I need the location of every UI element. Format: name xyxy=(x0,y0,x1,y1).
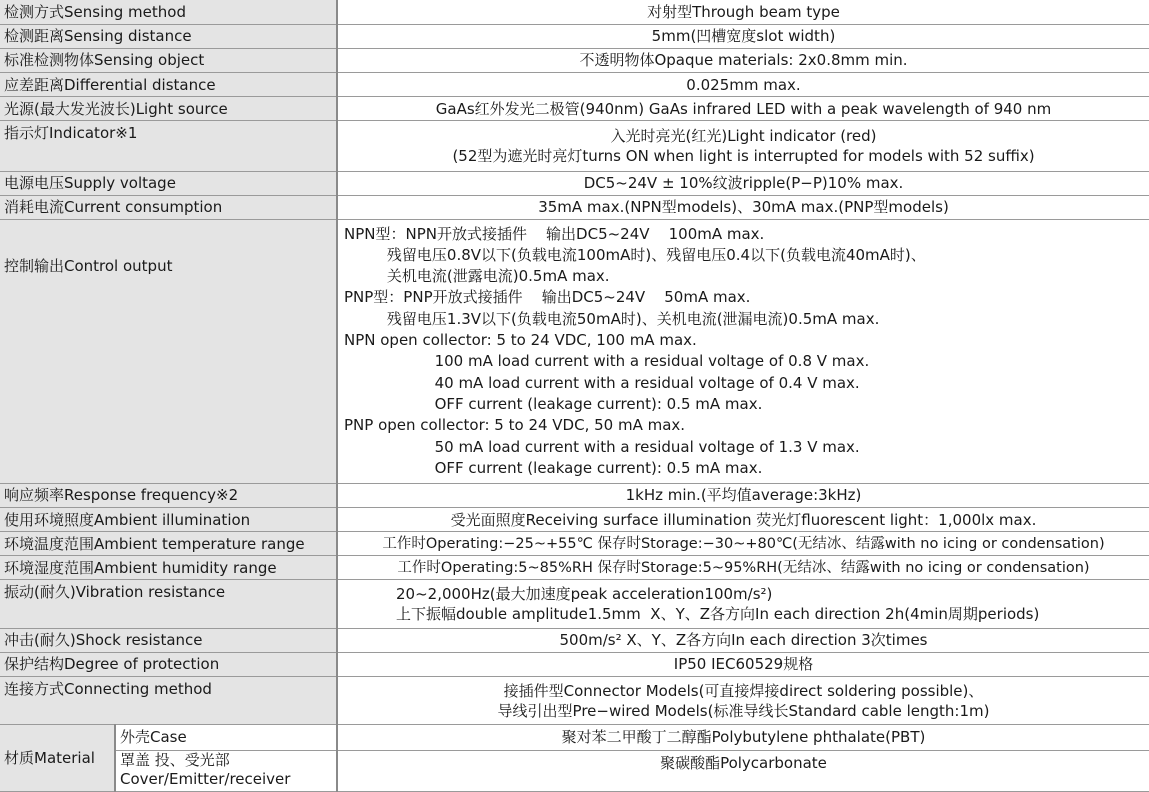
row-shock xyxy=(0,628,1149,652)
control-output-line-8: 40 mA load current with a residual voltage of 0.4 V max. xyxy=(344,373,860,392)
row-connecting-method xyxy=(0,677,1149,725)
value-shock: 500m/s² X、Y、Z各方向In each direction 3次times xyxy=(337,628,1149,652)
label-vibration: 振动(耐久)Vibration resistance xyxy=(0,580,337,628)
value-supply-voltage: DC5~24V ± 10%纹波ripple(P−P)10% max. xyxy=(337,171,1149,195)
row-control-output xyxy=(0,219,1149,483)
value-cover: 聚碳酸酯Polycarbonate xyxy=(337,750,1149,791)
value-ambient-illumination: 受光面照度Receiving surface illumination 荧光灯fluorescent light：1,000lx max. xyxy=(337,507,1149,531)
row-ambient-illumination xyxy=(0,507,1149,531)
cover-label-line-1: 罩盖 投、受光部 xyxy=(120,750,230,769)
label-indicator: 指示灯Indicator※1 xyxy=(0,121,337,171)
control-output-line-7: 100 mA load current with a residual voltage of 0.8 V max. xyxy=(344,352,870,371)
label-material: 材质Material xyxy=(0,725,115,792)
value-vibration xyxy=(337,580,1149,628)
row-protection xyxy=(0,652,1149,676)
label-sensing-method: 检测方式Sensing method xyxy=(0,0,337,24)
label-response-frequency: 响应频率Response frequency※2 xyxy=(0,483,337,507)
row-sensing-method xyxy=(0,0,1149,24)
cover-label-line-2: Cover/Emitter/receiver xyxy=(120,769,291,788)
row-indicator xyxy=(0,121,1149,171)
label-light-source: 光源(最大发光波长)Light source xyxy=(0,97,337,121)
control-output-line-11: 50 mA load current with a residual voltage of 1.3 V max. xyxy=(344,437,860,456)
row-supply-voltage xyxy=(0,171,1149,195)
control-output-line-3: 关机电流(泄露电流)0.5mA max. xyxy=(344,267,610,286)
label-differential-distance: 应差距离Differential distance xyxy=(0,72,337,96)
control-output-line-10: PNP open collector: 5 to 24 VDC, 50 mA max. xyxy=(344,416,686,435)
value-current-consumption: 35mA max.(NPN型models)、30mA max.(PNP型models) xyxy=(337,195,1149,219)
label-current-consumption: 消耗电流Current consumption xyxy=(0,195,337,219)
label-protection: 保护结构Degree of protection xyxy=(0,652,337,676)
value-control-output xyxy=(337,219,1149,483)
control-output-line-12: OFF current (leakage current): 0.5 mA max. xyxy=(344,458,763,477)
value-protection: IP50 IEC60529规格 xyxy=(337,652,1149,676)
label-sensing-distance: 检测距离Sensing distance xyxy=(0,24,337,48)
indicator-line-1: 入光时亮光(红光)Light indicator (red) xyxy=(610,126,877,145)
row-light-source xyxy=(0,97,1149,121)
control-output-line-5: 残留电压1.3V以下(负载电流50mA时)、关机电流(泄漏电流)0.5mA max. xyxy=(344,309,880,328)
value-differential-distance: 0.025mm max. xyxy=(337,72,1149,96)
row-sensing-distance xyxy=(0,24,1149,48)
row-response-frequency xyxy=(0,483,1149,507)
indicator-line-2: (52型为遮光时亮灯turns ON when light is interrupted for models with 52 suffix) xyxy=(452,146,1035,165)
value-ambient-temperature: 工作时Operating:−25~+55℃ 保存时Storage:−30~+80℃(无结冰、结露with no icing or condensation) xyxy=(337,532,1149,556)
value-sensing-distance: 5mm(凹槽宽度slot width) xyxy=(337,24,1149,48)
row-sensing-object xyxy=(0,48,1149,72)
value-response-frequency: 1kHz min.(平均值average:3kHz) xyxy=(337,483,1149,507)
connecting-line-2: 导线引出型Pre−wired Models(标准导线长Standard cable length:1m) xyxy=(497,701,990,720)
row-material-cover xyxy=(0,750,1149,791)
vibration-line-2: 上下振幅double amplitude1.5mm X、Y、Z各方向In each direction 2h(4min周期periods) xyxy=(396,605,1040,624)
control-output-line-6: NPN open collector: 5 to 24 VDC, 100 mA max. xyxy=(344,331,697,350)
value-sensing-method: 对射型Through beam type xyxy=(337,0,1149,24)
row-material-case xyxy=(0,725,1149,750)
value-sensing-object: 不透明物体Opaque materials: 2x0.8mm min. xyxy=(337,48,1149,72)
value-indicator xyxy=(337,121,1149,171)
label-shock: 冲击(耐久)Shock resistance xyxy=(0,628,337,652)
label-ambient-temperature: 环境温度范围Ambient temperature range xyxy=(0,532,337,556)
value-light-source: GaAs红外发光二极管(940nm) GaAs infrared LED with a peak wavelength of 940 nm xyxy=(337,97,1149,121)
label-ambient-humidity: 环境湿度范围Ambient humidity range xyxy=(0,556,337,580)
label-ambient-illumination: 使用环境照度Ambient illumination xyxy=(0,507,337,531)
label-supply-voltage: 电源电压Supply voltage xyxy=(0,171,337,195)
value-connecting-method xyxy=(337,677,1149,725)
label-cover xyxy=(115,750,337,791)
control-output-line-4: PNP型：PNP开放式接插件 输出DC5~24V 50mA max. xyxy=(344,288,751,307)
row-ambient-temperature xyxy=(0,532,1149,556)
label-case: 外壳Case xyxy=(115,725,337,750)
label-sensing-object: 标准检测物体Sensing object xyxy=(0,48,337,72)
row-ambient-humidity xyxy=(0,556,1149,580)
row-vibration xyxy=(0,580,1149,628)
value-ambient-humidity: 工作时Operating:5~85%RH 保存时Storage:5~95%RH(无结冰、结露with no icing or condensation) xyxy=(337,556,1149,580)
control-output-line-1: NPN型：NPN开放式接插件 输出DC5~24V 100mA max. xyxy=(344,224,765,243)
row-current-consumption xyxy=(0,195,1149,219)
control-output-line-2: 残留电压0.8V以下(负载电流100mA时)、残留电压0.4以下(负载电流40mA时)、 xyxy=(344,245,926,264)
control-output-line-9: OFF current (leakage current): 0.5 mA max. xyxy=(344,394,763,413)
vibration-line-1: 20~2,000Hz(最大加速度peak acceleration100m/s²) xyxy=(396,585,773,604)
row-differential-distance xyxy=(0,72,1149,96)
label-control-output: 控制输出Control output xyxy=(0,219,337,483)
value-case: 聚对苯二甲酸丁二醇酯Polybutylene phthalate(PBT) xyxy=(337,725,1149,750)
connecting-line-1: 接插件型Connector Models(可直接焊接direct soldering possible)、 xyxy=(503,681,984,700)
label-connecting-method: 连接方式Connecting method xyxy=(0,677,337,725)
